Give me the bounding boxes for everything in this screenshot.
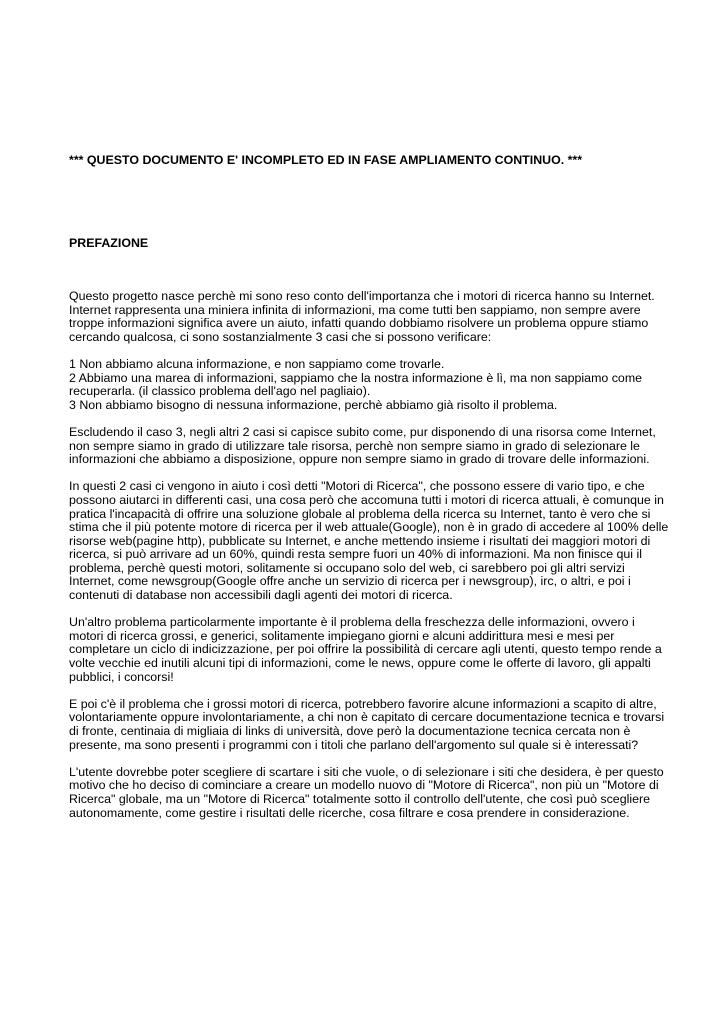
section-heading-prefazione: PREFAZIONE [69, 236, 149, 250]
case-item-1: 1 Non abbiamo alcuna informazione, e non sappiamo come trovarle. [69, 356, 445, 371]
paragraph-search-engines: In questi 2 casi ci vengono in aiuto i così detti "Motori di Ricerca", che possono essere di vario tipo, e che possono aiutarci in differenti casi, una cosa però che accomuna tutti i motori di ricerca attuali, è comunque in pratica l'incapacità di offrire una soluzione globale al problema della ricerca su Internet, tanto è vero che si stima che il più potente motore di ricerca per il web attuale(Google), non è in grado di accedere al 100% delle risorse web(pagine http), pubblicate su Internet, e anche mettendo insieme i risultati dei maggiori motori di ricerca, si può arrivare ad un 60%, quindi resta sempre fuori un 40% di informazioni. Ma non finisce qui il problema, perchè questi motori, solitamente si occupano solo del web, ci sarebbero poi gli altri servizi Internet, come newsgroup(Google offre anche un servizio di ricerca per i newsgroup), irc, o altri, e poi i contenuti di database non accessibili dagli agenti dei motori di ricerca. [69, 479, 669, 603]
case-item-2: 2 Abbiamo una marea di informazioni, sappiamo che la nostra informazione è lì, ma non sappiamo come recuperarla. (il classico problema dell'ago nel pagliaio). [69, 370, 643, 399]
incomplete-notice: *** QUESTO DOCUMENTO E' INCOMPLETO ED IN FASE AMPLIAMENTO CONTINUO. *** [69, 153, 583, 167]
intro-paragraph: Questo progetto nasce perchè mi sono reso conto dell'importanza che i motori di ricerca hanno su Internet. Internet rappresenta una miniera infinita di informazioni, ma come tutti ben sappiamo, non sempre avere troppe informazioni significa avere un aiuto, infatti quando dobbiamo risolvere un problema oppure stiamo cercando qualcosa, ci sono sostanzialmente 3 casi che si possono verificare: [69, 289, 655, 344]
case-item-3: 3 Non abbiamo bisogno di nessuna informazione, perchè abbiamo già risolto il problema. [69, 397, 558, 412]
paragraph-freshness: Un'altro problema particolarmente importante è il problema della freschezza delle informazioni, ovvero i motori di ricerca grossi, e generici, solitamente impiegano giorni e alcuni addirittura mesi e mesi per completare un ciclo di indicizzazione, per poi offrire la possibilità di cercare agli utenti, questo tempo rende a volte vecchie ed inutili alcuni tipi di informazioni, come le news, oppure come le offerte di lavoro, gli appalti pubblici, i concorsi! [69, 615, 662, 684]
document-page [69, 0, 669, 1024]
paragraph-case-exclusion: Escludendo il caso 3, negli altri 2 casi si capisce subito come, pur disponendo di una risorsa come Internet, non sempre siamo in grado di utilizzare tale risorsa, perchè non sempre siamo in grado di selezionare le informazioni che abbiamo a disposizione, oppure non sempre siamo in grado di trovare delle informazioni. [69, 424, 656, 467]
cases-list [69, 358, 669, 412]
paragraph-user-control: L'utente dovrebbe poter scegliere di scartare i siti che vuole, o di selezionare i siti che desidera, è per questo motivo che ho deciso di cominciare a creare un modello nuovo di "Motore di Ricerca", non più un "Motore di Ricerca" globale, ma un "Motore di Ricerca" totalmente sotto il controllo dell'utente, che così può scegliere autonomamente, come gestire i risultati delle ricerche, cosa filtrare e cosa prendere in considerazione. [69, 764, 664, 820]
preface-body [69, 290, 669, 834]
paragraph-bias: E poi c'è il problema che i grossi motori di ricerca, potrebbero favorire alcune informazioni a scapito di altre, volontariamente oppure involontariamente, a chi non è capitato di cercare documentazione tecnica e trovarsi di fronte, centinaia di migliaia di links di università, dove però la documentazione tecnica cercata non è presente, ma sono presenti i programmi con i titoli che parlano dell'argomento sul quale si è interessati? [69, 696, 665, 752]
